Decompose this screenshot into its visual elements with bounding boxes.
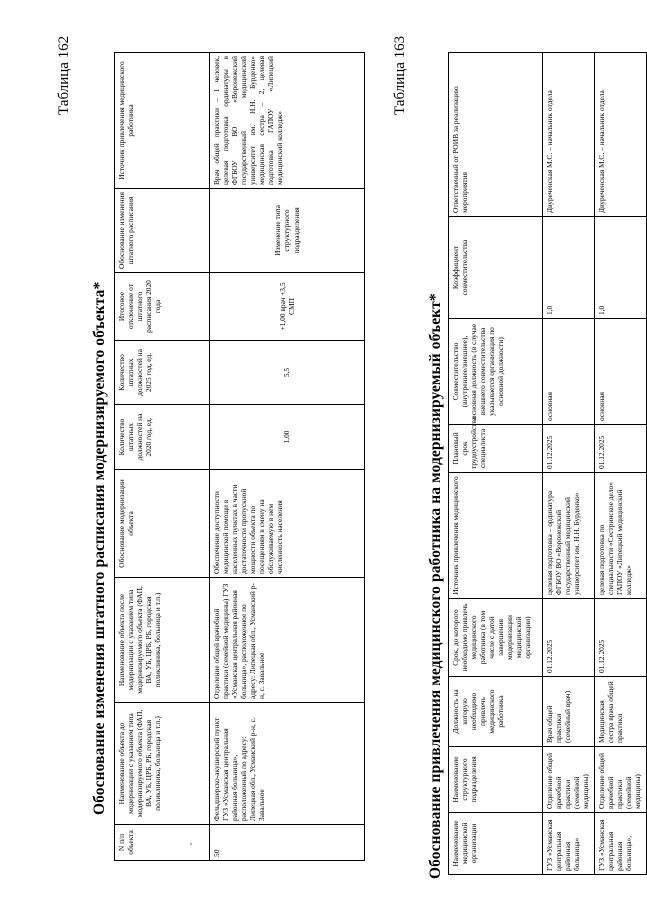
- cell-reason: Обеспечение доступности медицинской помощи в населенных пунктах в части достаточности пропускной мощности объекта по посещениям в смену на обслуживаемую в нем численность населения: [210, 470, 365, 578]
- table-162-title: Обоснование изменения штатного расписания модернизируемого объекта*: [91, 281, 108, 815]
- cell-source: целевая подготовка – ординатура ФГБОУ ВО «Воронежский государственный медицинский университет им. Н.Н. Бурденко»: [543, 473, 595, 599]
- cell-org: ГУЗ «Усманская центральная районная больница»,: [595, 813, 647, 875]
- cell-combination: основная: [595, 319, 647, 425]
- cell-unit: Отделение общей врачебной практики (семейной медицины): [543, 747, 595, 813]
- header-cell: Коэффициент совместительства: [449, 217, 543, 319]
- cell-org: ГУЗ «Усманская центральная районная больница»: [543, 813, 595, 875]
- table-163-title: Обоснование привлечения медицинского работника на модернизируемый объект*: [427, 293, 444, 879]
- scan-speck: [190, 843, 192, 845]
- cell-responsible: Двуреченская М.С. – начальник отдела: [543, 53, 595, 217]
- table-row: [595, 53, 647, 875]
- header-cell: Количество штатных должностей на 2025 год, ед.: [115, 341, 210, 405]
- header-cell: Итоговое отклонение от штатного расписания 2020 года: [115, 273, 210, 341]
- cell-before: Фельдшерско-акушерский пункт ГУЗ «Усманская центральная районная больница», расположенный по адресу: Липецкая обл., Усманский р-н, с. Завальное: [210, 703, 365, 825]
- header-cell: Наименование структурного подразделения: [449, 747, 543, 813]
- header-cell: Наименование медицинской организации: [449, 813, 543, 875]
- cell-coef: 1,0: [543, 217, 595, 319]
- header-cell: Должность на которую необходимо привлечь медицинского работника: [449, 677, 543, 747]
- table-163: [448, 52, 647, 875]
- header-cell: N п/п объекта: [115, 825, 210, 861]
- cell-deadline: 01.12.2025: [595, 599, 647, 677]
- header-cell: Наименование объекта до модернизации с указанием типа модернизируемого объекта (ФАП, ВА, УБ, ЦРБ, РБ, городская поликлиника, больница и т.п.): [115, 703, 210, 825]
- header-cell: Срок, до которого необходимо привлечь медицинского работника (в том числе с датой завершения модернизации медицинской организации): [449, 599, 543, 677]
- header-cell: Обоснование модернизации объекта: [115, 470, 210, 578]
- header-cell: Обоснование изменения штатного расписания: [115, 189, 210, 273]
- cell-num: 50: [210, 825, 365, 861]
- cell-planned: 01.12.2025: [595, 425, 647, 473]
- table-162-caption: Таблица 162: [56, 35, 72, 115]
- cell-after: Отделение общей врачебной практики (семейной медицины) ГУЗ «Усманская центральная районная больница», расположенное по адресу: Липецкая обл., Усманский р-н, с. Завальное: [210, 578, 365, 703]
- cell-deadline: 01.12.2025: [543, 599, 595, 677]
- cell-responsible: Двуреченская М.С. – начальник отдела: [595, 53, 647, 217]
- header-cell: Количество штатных должностей на 2020 год, ед.: [115, 405, 210, 470]
- header-cell: Ответственный от РОИВ за реализацию мероприятия: [449, 53, 543, 217]
- header-cell: Совместительство (внутреннее/внешнее), основная должность (в случае внешнего совместительства указывается организация по основной должности): [449, 319, 543, 425]
- cell-planned: 01.12.2025: [543, 425, 595, 473]
- cell-count-2020: 1,00: [210, 405, 365, 470]
- cell-position: Медицинская сестра врача общей практики: [595, 677, 647, 747]
- table-162-header-row: [115, 53, 210, 861]
- cell-source: Врач общей практики – 1 человек, целевая подготовка ординатуры в ФГБОУ ВО «Воронежский государственный медицинский университет им. Н.Н. Бурденко» медицинская сестра – 2, целевая подготовка ГАПОУ «Липецкий медицинский колледж»: [210, 53, 365, 189]
- cell-deviation: +1,00 врач +3,5 СМП: [210, 273, 365, 341]
- cell-count-2025: 5,5: [210, 341, 365, 405]
- cell-unit: Отделение общей врачебной практики (семейной медицины): [595, 747, 647, 813]
- table-162: [114, 52, 365, 861]
- header-cell: Плановый срок трудоустройства специалиста: [449, 425, 543, 473]
- cell-position: Врач общей практики (семейный врач): [543, 677, 595, 747]
- cell-justification: Изменение типа структурного подразделения: [210, 189, 365, 273]
- cell-source: целевая подготовка по специальности «Сестринское дело» ГАПОУ «Липецкий медицинский колледж»: [595, 473, 647, 599]
- cell-coef: 1,0: [595, 217, 647, 319]
- header-cell: Источник привлечения медицинского: [449, 473, 543, 599]
- cell-combination: основная: [543, 319, 595, 425]
- table-163-caption: Таблица 163: [392, 35, 408, 115]
- header-cell: Наименование объекта после модернизации с указанием типа модернизируемого объекта (ФАП, ВА, УБ, ЦРБ, РБ, городская поликлиника, больница и т.п.): [115, 578, 210, 703]
- table-163-header-row: [449, 53, 543, 875]
- table-row: [210, 53, 365, 861]
- header-cell: Источник привлечения медицинского работника: [115, 53, 210, 189]
- table-row: [543, 53, 595, 875]
